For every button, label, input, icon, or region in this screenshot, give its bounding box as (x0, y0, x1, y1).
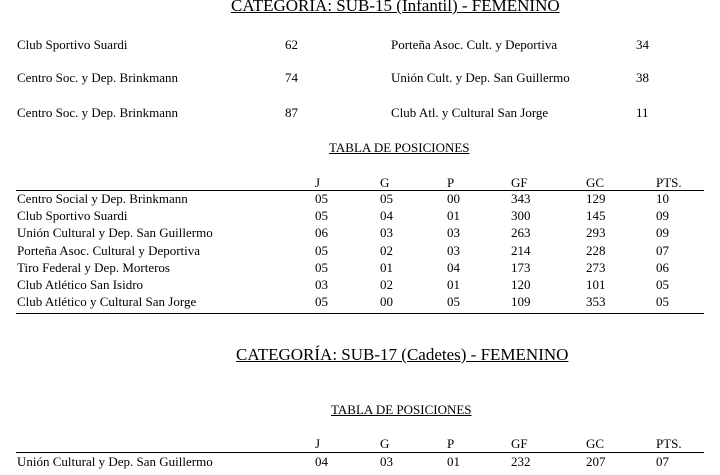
standing-team: Centro Social y Dep. Brinkmann (17, 191, 188, 206)
col-pts: PTS. (656, 175, 682, 190)
standing-team: Porteña Asoc. Cultural y Deportiva (17, 243, 201, 258)
standing-gf: 232 (511, 454, 531, 469)
standing-gc: 353 (586, 294, 606, 309)
result-team1: Centro Soc. y Dep. Brinkmann (17, 105, 179, 120)
standing-g: 03 (380, 454, 393, 469)
sub17-header-rule (16, 452, 704, 453)
standing-gc: 101 (586, 277, 606, 292)
standing-team: Club Atlético y Cultural San Jorge (17, 294, 197, 309)
standing-g: 00 (380, 294, 393, 309)
standing-gc: 273 (586, 260, 606, 275)
standing-gf: 109 (511, 294, 531, 309)
result-score1: 74 (285, 70, 298, 85)
standing-gc: 145 (586, 208, 606, 223)
standing-j: 05 (315, 294, 328, 309)
result-score1: 87 (285, 105, 298, 120)
standing-gf: 343 (511, 191, 531, 206)
standing-j: 03 (315, 277, 328, 292)
standing-gf: 263 (511, 225, 531, 240)
result-score2: 38 (636, 70, 649, 85)
col-gc: GC (586, 175, 605, 190)
standing-j: 05 (315, 243, 328, 258)
col-j: J (315, 175, 321, 190)
result-team1: Centro Soc. y Dep. Brinkmann (17, 70, 179, 85)
standing-g: 04 (380, 208, 393, 223)
standing-pts: 09 (656, 225, 669, 240)
standing-p: 03 (447, 243, 460, 258)
col-pts: PTS. (656, 436, 682, 451)
standing-j: 04 (315, 454, 328, 469)
result-score2: 11 (636, 105, 649, 120)
standing-j: 05 (315, 191, 328, 206)
standing-p: 01 (447, 277, 460, 292)
standing-gf: 120 (511, 277, 531, 292)
standing-gf: 300 (511, 208, 531, 223)
standing-g: 03 (380, 225, 393, 240)
sub15-heading: CATEGORIA: SUB-15 (Infantil) - FEMENINO (231, 0, 560, 15)
standing-team: Unión Cultural y Dep. San Guillermo (17, 225, 213, 240)
result-team2: Unión Cult. y Dep. San Guillermo (391, 70, 570, 85)
standing-p: 05 (447, 294, 460, 309)
col-j: J (315, 436, 321, 451)
col-gf: GF (511, 436, 528, 451)
standing-team: Club Atlético San Isidro (17, 277, 144, 292)
standing-j: 05 (315, 260, 328, 275)
sub17-table-title: TABLA DE POSICIONES (331, 402, 472, 417)
sub15-table-title: TABLA DE POSICIONES (329, 140, 470, 155)
standing-gc: 228 (586, 243, 606, 258)
standing-gf: 173 (511, 260, 531, 275)
standing-g: 02 (380, 277, 393, 292)
col-gc: GC (586, 436, 605, 451)
standing-g: 02 (380, 243, 393, 258)
standing-pts: 07 (656, 454, 669, 469)
result-score2: 34 (636, 37, 649, 52)
result-score1: 62 (285, 37, 298, 52)
result-team2: Club Atl. y Cultural San Jorge (391, 105, 549, 120)
standing-g: 05 (380, 191, 393, 206)
standing-team: Club Sportivo Suardi (17, 208, 128, 223)
standing-pts: 06 (656, 260, 669, 275)
standing-pts: 10 (656, 191, 669, 206)
result-team1: Club Sportivo Suardi (17, 37, 128, 52)
standing-p: 01 (447, 454, 460, 469)
standing-g: 01 (380, 260, 393, 275)
standing-gc: 129 (586, 191, 606, 206)
standing-gf: 214 (511, 243, 531, 258)
standing-team: Unión Cultural y Dep. San Guillermo (17, 454, 213, 469)
sub15-bottom-rule (16, 313, 704, 314)
standing-p: 04 (447, 260, 460, 275)
standing-pts: 07 (656, 243, 669, 258)
standing-p: 03 (447, 225, 460, 240)
standing-pts: 05 (656, 294, 669, 309)
standing-pts: 05 (656, 277, 669, 292)
standing-gc: 293 (586, 225, 606, 240)
standing-gc: 207 (586, 454, 606, 469)
col-g: G (380, 436, 390, 451)
result-team2: Porteña Asoc. Cult. y Deportiva (391, 37, 558, 52)
standing-j: 06 (315, 225, 328, 240)
col-gf: GF (511, 175, 528, 190)
col-p: P (447, 175, 455, 190)
standing-pts: 09 (656, 208, 669, 223)
sub17-heading: CATEGORÍA: SUB-17 (Cadetes) - FEMENINO (236, 345, 569, 364)
standing-team: Tiro Federal y Dep. Morteros (17, 260, 170, 275)
col-p: P (447, 436, 455, 451)
standing-p: 00 (447, 191, 460, 206)
standing-p: 01 (447, 208, 460, 223)
standing-j: 05 (315, 208, 328, 223)
col-g: G (380, 175, 390, 190)
